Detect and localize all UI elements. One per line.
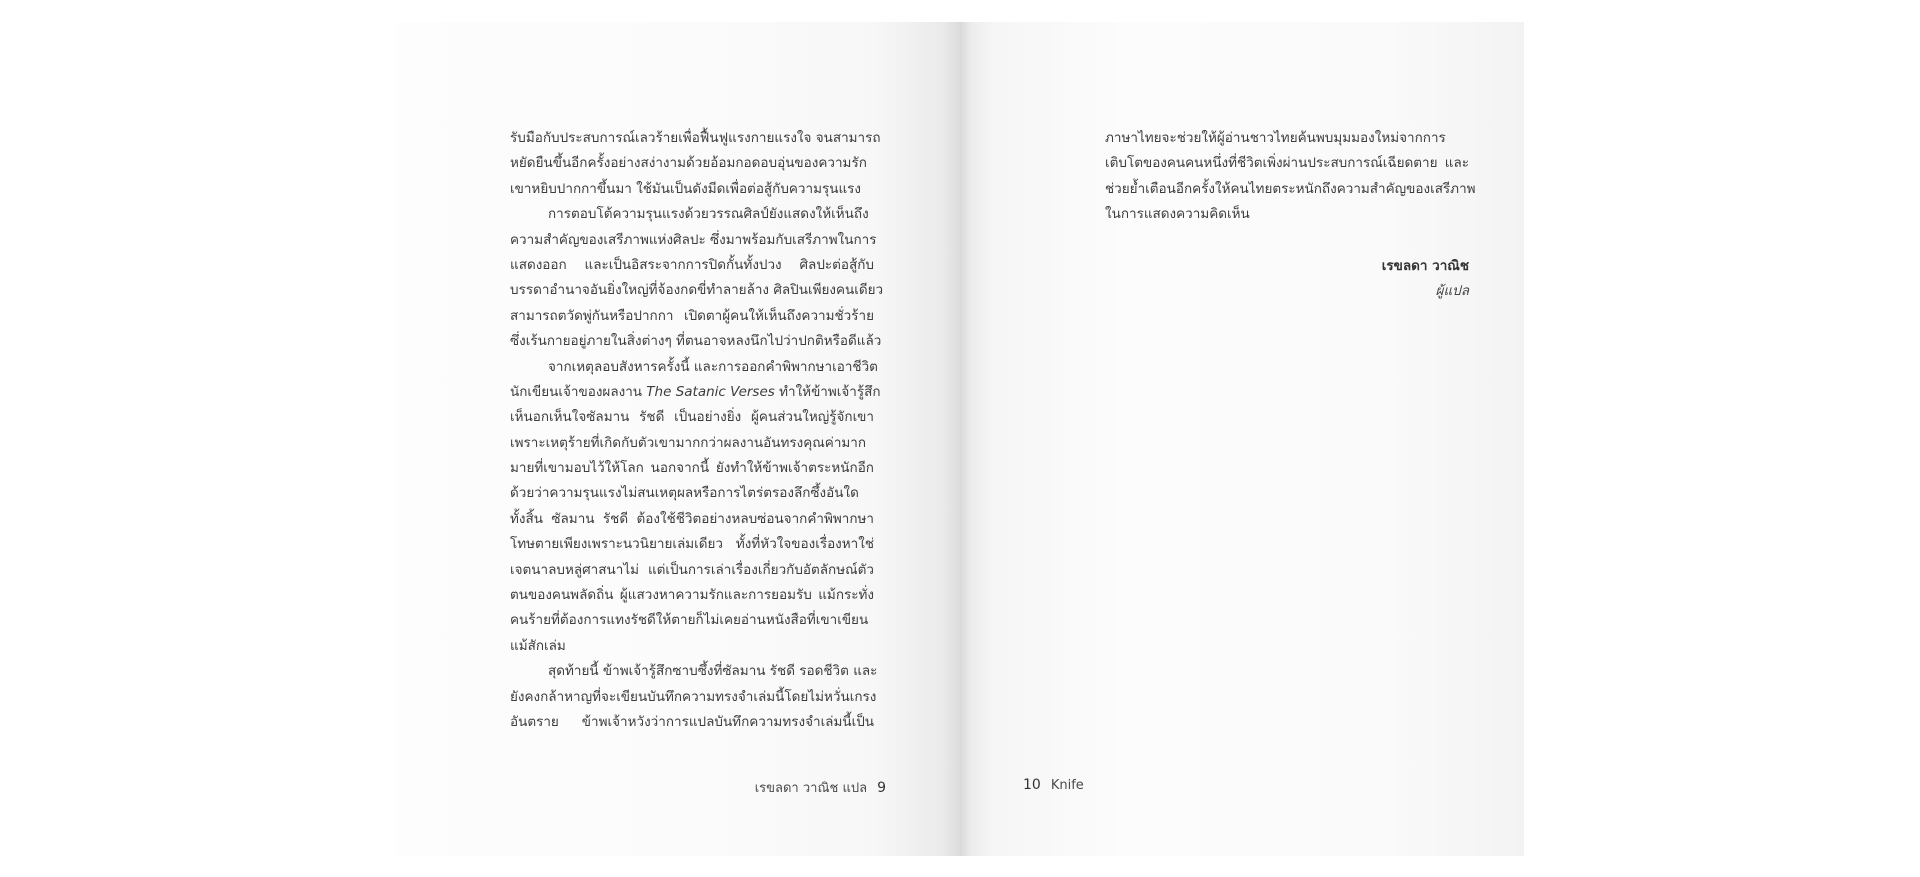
translator-signature [1382,254,1469,304]
body-line-with-title [510,380,881,405]
right-page-body [1105,126,1476,228]
body-line: สามารถตวัดพู่กันหรือปากกา เปิดตาผู้คนให้เห็นถึงความชั่วร้าย [510,307,874,324]
page-number: 10 [1023,777,1041,793]
body-line: รับมือกับประสบการณ์เลวร้ายเพื่อฟื้นฟูแรงกายแรงใจ จนสามารถ [510,130,881,146]
body-line: หยัดยืนขึ้นอีกครั้งอย่างสง่างามด้วยอ้อมกอดอบอุ่นของความรัก [510,155,867,172]
body-line: ช่วยย้ำเตือนอีกครั้งให้คนไทยตระหนักถึงความสำคัญของเสรีภาพ [1105,180,1476,197]
body-line: ภาษาไทยจะช่วยให้ผู้อ่านชาวไทยค้นพบมุมมองใหม่จากการ [1105,130,1446,146]
book-running-head: Knife [1050,778,1084,793]
body-line: คนร้ายที่ต้องการแทงรัชดีให้ตายก็ไม่เคยอ่านหนังสือที่เขาเขียน [510,612,869,629]
body-line: เห็นอกเห็นใจซัลมาน รัชดี เป็นอย่างยิ่ง ผู้คนส่วนใหญ่รู้จักเขา [510,409,874,426]
line-text-before-title: นักเขียนเจ้าของผลงาน [510,383,647,400]
left-page-footer [755,777,886,798]
body-line: ตนของคนพลัดถิ่น ผู้แสวงหาความรักและการยอมรับ แม้กระทั่ง [510,587,874,604]
signature-name: เรขลดา วาณิช [1381,258,1469,274]
body-line: ด้วยว่าความรุนแรงไม่สนเหตุผลหรือการไตร่ตรองลึกซึ้งอันใด [510,485,859,502]
body-line: แสดงออก และเป็นอิสระจากการปิดกั้นทั้งปวง ศิลปะต่อสู้กับ [510,256,874,273]
translator-running-foot: เรขลดา วาณิช แปล [754,781,868,796]
right-page-footer [1023,777,1084,793]
body-line: ยังคงกล้าหาญที่จะเขียนบันทึกความทรงจำเล่มนี้โดยไม่หวั่นเกรง [510,688,877,705]
body-line: บรรดาอำนาจอันยิ่งใหญ่ที่จ้องกดขี่ทำลายล้าง ศิลปินเพียงคนเดียว [510,282,884,299]
body-line: ความสำคัญของเสรีภาพแห่งศิลปะ ซึ่งมาพร้อมกับเสรีภาพในการ [510,231,877,248]
left-page-body [510,126,884,735]
body-line: เจตนาลบหลู่ศาสนาไม่ แต่เป็นการเล่าเรื่องเกี่ยวกับอัตลักษณ์ตัว [510,561,874,578]
body-line: เขาหยิบปากกาขึ้นมา ใช้มันเป็นดังมีดเพื่อต่อสู้กับความรุนแรง [510,180,862,197]
right-page [960,22,1524,856]
body-line: โทษตายเพียงเพราะนวนิยายเล่มเดียว ทั้งที่หัวใจของเรื่องหาใช่ [510,536,874,553]
signature-role: ผู้แปล [1435,283,1469,299]
body-line: เพราะเหตุร้ายที่เกิดกับตัวเขามากกว่าผลงานอันทรงคุณค่ามาก [510,434,867,451]
line-text-after-title: ทำให้ข้าพเจ้ารู้สึก [774,383,881,400]
body-line: อันตราย ข้าพเจ้าหวังว่าการแปลบันทึกความทรงจำเล่มนี้เป็น [510,713,874,730]
paragraph-start-line: การตอบโต้ความรุนแรงด้วยวรรณศิลป์ยังแสดงให้เห็นถึง [548,206,869,223]
body-line: เติบโตของคนคนหนึ่งที่ชีวิตเพิ่งผ่านประสบการณ์เฉียดตาย และ [1105,155,1469,172]
page-number: 9 [877,780,886,796]
body-line: มายที่เขามอบไว้ให้โลก นอกจากนี้ ยังทำให้ข้าพเจ้าตระหนักอีก [510,460,874,477]
paragraph-start-line: สุดท้ายนี้ ข้าพเจ้ารู้สึกซาบซึ้งที่ซัลมาน รัชดี รอดชีวิต และ [548,663,878,680]
body-line: ซึ่งเร้นกายอยู่ภายในสิ่งต่างๆ ที่ตนอาจหลงนึกไปว่าปกติหรือดีแล้ว [510,333,882,350]
left-page [396,22,960,856]
book-spread [396,22,1524,856]
book-title-italic: The Satanic Verses [646,383,775,400]
body-line: แม้สักเล่ม [510,637,566,654]
paragraph-start-line: จากเหตุลอบสังหารครั้งนี้ และการออกคำพิพากษาเอาชีวิต [548,358,878,375]
body-line: ทั้งสิ้น ซัลมาน รัชดี ต้องใช้ชีวิตอย่างหลบซ่อนจากคำพิพากษา [510,510,874,527]
body-line: ในการแสดงความคิดเห็น [1105,206,1250,223]
